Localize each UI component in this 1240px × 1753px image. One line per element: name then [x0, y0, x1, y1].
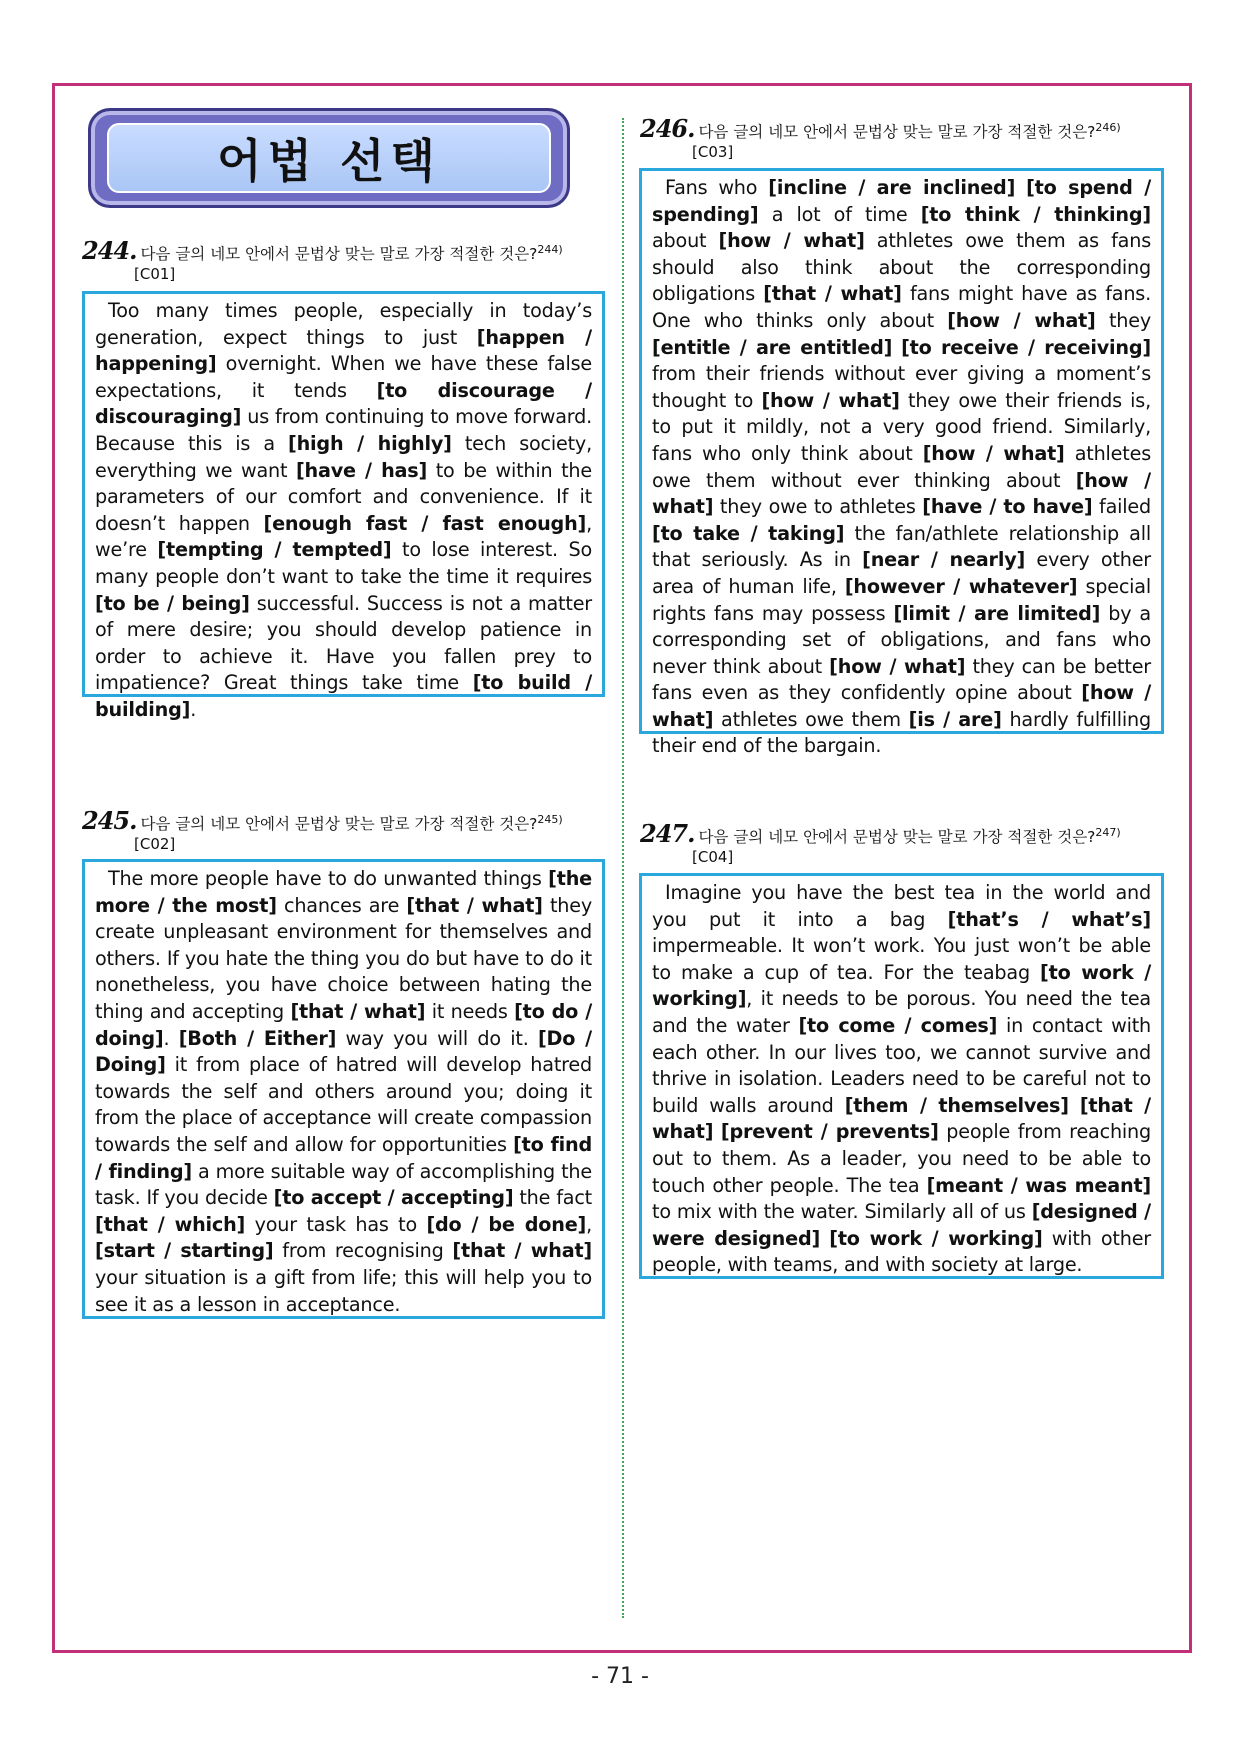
question-ref: 246) — [1095, 121, 1121, 134]
question-ref: 245) — [537, 813, 563, 826]
passage-text: , — [586, 1212, 592, 1236]
choice-bracket: [near / nearly] — [862, 548, 1026, 572]
passage-text: , it needs to be porous. You need the tea and the water — [652, 987, 1151, 1037]
question-number: 244. — [82, 236, 137, 265]
passage-text: they can be better fans even as they confidently opine about — [652, 654, 1151, 705]
question-number: 245. — [82, 806, 137, 835]
column-divider — [622, 118, 624, 1618]
question-prompt: 다음 글의 네모 안에서 문법상 맞는 말로 가장 적절한 것은? — [140, 245, 538, 263]
passage-text: by a corresponding set of obligations, and fans who never think about — [652, 601, 1151, 678]
passage-text: chances are — [276, 893, 407, 917]
passage-text: from recognising — [273, 1239, 453, 1263]
question-header-247 — [640, 819, 1121, 867]
choice-bracket: [Both / Either] — [178, 1026, 337, 1050]
section-title: 어법 선택 — [217, 134, 441, 188]
choice-bracket: [start / starting] — [95, 1239, 274, 1263]
passage-text — [820, 1227, 829, 1250]
question-prompt: 다음 글의 네모 안에서 문법상 맞는 말로 가장 적절한 것은? — [140, 815, 538, 833]
question-passage-245 — [82, 859, 605, 1319]
passage-text: in contact with each other. In our lives too, we cannot survive and thrive in isolation. Leaders need to be careful not to build walls around — [652, 1013, 1151, 1117]
choice-bracket: [to work / working] — [652, 960, 1152, 1011]
passage-text: way you will do it. — [336, 1026, 538, 1050]
choice-bracket: [designed / were designed] — [652, 1200, 1151, 1250]
choice-bracket: [how / what] — [947, 308, 1096, 332]
choice-bracket: [however / whatever] — [844, 574, 1078, 598]
passage-text — [892, 336, 901, 359]
choice-bracket: [how / what] — [718, 229, 865, 253]
passage-text: they — [1095, 308, 1151, 332]
section-title-inner — [107, 123, 551, 193]
choice-bracket: [to accept / accepting] — [273, 1186, 514, 1210]
passage-text: hardly fulfilling their end of the bargain. — [652, 707, 1152, 758]
passage-text: fans might have as fans. One who thinks only about — [652, 282, 1152, 332]
passage-text: people from reaching out to them. As a leader, you need to be able to touch other people. The tea — [652, 1120, 1151, 1197]
passage-text: it needs — [425, 999, 515, 1023]
question-passage-246 — [639, 168, 1164, 758]
passage-text: with other people, with teams, and with society at large. — [652, 1226, 1151, 1277]
passage-text: failed — [1092, 495, 1152, 519]
passage-text: to lose interest. So many people don’t want to take the time it requires — [95, 538, 592, 588]
passage-text: about — [652, 229, 719, 253]
choice-bracket: [have / to have] — [922, 495, 1093, 519]
question-code: [C01] — [134, 265, 176, 283]
passage-text — [713, 1120, 721, 1143]
choice-bracket: [how / what] — [652, 681, 1151, 731]
passage-text: your task has to — [245, 1212, 427, 1236]
choice-bracket: [to be / being] — [95, 591, 250, 615]
passage-text: your situation is a gift from life; this will help you to see it as a lesson in acceptance. — [95, 1265, 592, 1316]
choice-bracket: [how / what] — [652, 468, 1151, 519]
choice-bracket: [that / which] — [95, 1212, 246, 1236]
choice-bracket: [happen / happening] — [95, 325, 592, 376]
passage-text — [1015, 176, 1026, 199]
question-ref: 247) — [1095, 826, 1121, 839]
passage-text: special rights fans may possess — [652, 574, 1151, 625]
passage-text: it from place of hatred will develop hatred towards the self and others around you; doing it from the place of acceptance will create compassion towards the self and allow for opportunities — [95, 1053, 592, 1156]
choice-bracket: [that’s / what’s] — [947, 907, 1151, 931]
choice-bracket: [prevent / prevents] — [720, 1120, 939, 1144]
passage-text: Too many times people, especially in today’s generation, expect things to just — [95, 299, 592, 349]
choice-bracket: [to spend / spending] — [652, 176, 1152, 226]
choice-bracket: [Do / Doing] — [95, 1026, 592, 1077]
choice-bracket: [to find / finding] — [95, 1132, 592, 1183]
passage-text: a more suitable way of accomplishing the task. If you decide — [95, 1159, 592, 1210]
question-header-245 — [82, 806, 563, 854]
question-code: [C04] — [692, 848, 734, 866]
question-passage-247 — [639, 873, 1164, 1279]
choice-bracket: [to do / doing] — [95, 999, 593, 1050]
passage-text: the fan/athlete relationship all that seriously. As in — [652, 521, 1151, 572]
choice-bracket: [enough fast / fast enough] — [263, 511, 587, 535]
passage-text: they create unpleasant environment for themselves and others. If you hate the thing you do but have to do it nonetheless, you have choice between hating the thing and accepting — [95, 893, 592, 1023]
choice-bracket: [high / highly] — [288, 431, 452, 455]
choice-bracket: [incline / are inclined] — [768, 176, 1016, 199]
question-prompt: 다음 글의 네모 안에서 문법상 맞는 말로 가장 적절한 것은? — [698, 123, 1096, 141]
passage-text: us from continuing to move forward. Because this is a — [95, 405, 592, 455]
choice-bracket: [that / what] — [763, 282, 902, 306]
choice-bracket: [the more / the most] — [95, 867, 592, 917]
passage-text: . — [190, 697, 197, 721]
passage-text: tech society, everything we want — [95, 431, 592, 482]
choice-bracket: [that / what] — [290, 999, 426, 1023]
choice-bracket: [have / has] — [295, 458, 428, 482]
passage-text: Fans who — [665, 176, 769, 199]
choice-bracket: [that / what] — [406, 893, 543, 917]
choice-bracket: [to take / taking] — [652, 521, 845, 545]
passage-text: . — [163, 1026, 179, 1050]
passage-text: the fact — [513, 1186, 592, 1210]
passage-text: athletes owe them without ever thinking about — [652, 441, 1152, 492]
choice-bracket: [tempting / tempted] — [157, 538, 392, 562]
choice-bracket: [is / are] — [908, 707, 1002, 731]
passage-text: athletes owe them — [713, 707, 909, 731]
passage-text: every other area of human life, — [652, 548, 1151, 598]
choice-bracket: [to work / working] — [829, 1226, 1043, 1250]
choice-bracket: [to come / comes] — [798, 1013, 998, 1037]
question-ref: 244) — [537, 243, 563, 256]
passage-text: from their friends without ever giving a moment’s thought to — [652, 362, 1151, 412]
passage-text: athletes owe them as fans should also think about the corresponding obligations — [652, 229, 1151, 306]
question-passage-244 — [82, 291, 605, 721]
passage-text: impermeable. It won’t work. You just won’t be able to make a cup of tea. For the teabag — [652, 934, 1151, 984]
choice-bracket: [limit / are limited] — [893, 601, 1101, 625]
question-code: [C02] — [134, 835, 176, 853]
passage-text: Imagine you have the best tea in the world and you put it into a bag — [652, 881, 1151, 931]
question-number: 247. — [640, 819, 695, 848]
question-number: 246. — [640, 114, 695, 143]
section-title-badge — [88, 108, 570, 208]
passage-text — [1069, 1094, 1080, 1117]
question-header-246 — [640, 114, 1121, 162]
choice-bracket: [how / what] — [922, 441, 1065, 465]
choice-bracket: [how / what] — [761, 388, 900, 412]
question-code: [C03] — [692, 143, 734, 161]
passage-text: to mix with the water. Similarly all of us — [652, 1200, 1032, 1224]
choice-bracket: [how / what] — [829, 654, 966, 678]
passage-text: they owe to athletes — [713, 495, 923, 519]
choice-bracket: [to think / thinking] — [920, 202, 1151, 226]
choice-bracket: [that / what] — [452, 1239, 592, 1263]
passage-text: The more people have to do unwanted things — [108, 867, 549, 890]
choice-bracket: [do / be done] — [426, 1212, 587, 1236]
choice-bracket: [them / themselves] — [844, 1093, 1069, 1117]
choice-bracket: [entitle / are entitled] — [652, 335, 893, 359]
passage-text: overnight. When we have these false expectations, it tends — [95, 352, 592, 402]
passage-text: they owe their friends is, to put it mildly, not a very good friend. Similarly, fans who only think about — [652, 388, 1151, 465]
choice-bracket: [meant / was meant] — [926, 1173, 1151, 1197]
passage-text: a lot of time — [758, 202, 921, 226]
passage-text: , we’re — [95, 511, 592, 562]
question-header-244 — [82, 236, 563, 284]
choice-bracket: [to discourage / discouraging] — [95, 378, 592, 429]
choice-bracket: [that / what] — [652, 1093, 1151, 1144]
page-number: - 71 - — [591, 1664, 649, 1689]
passage-text: to be within the parameters of our comfort and convenience. If it doesn’t happen — [95, 458, 592, 535]
passage-text: successful. Success is not a matter of mere desire; you should develop patience in order to achieve it. Have you fallen prey to impatience? Great things take time — [95, 591, 592, 695]
choice-bracket: [to build / building] — [95, 671, 592, 721]
question-prompt: 다음 글의 네모 안에서 문법상 맞는 말로 가장 적절한 것은? — [698, 828, 1096, 846]
choice-bracket: [to receive / receiving] — [901, 335, 1151, 359]
